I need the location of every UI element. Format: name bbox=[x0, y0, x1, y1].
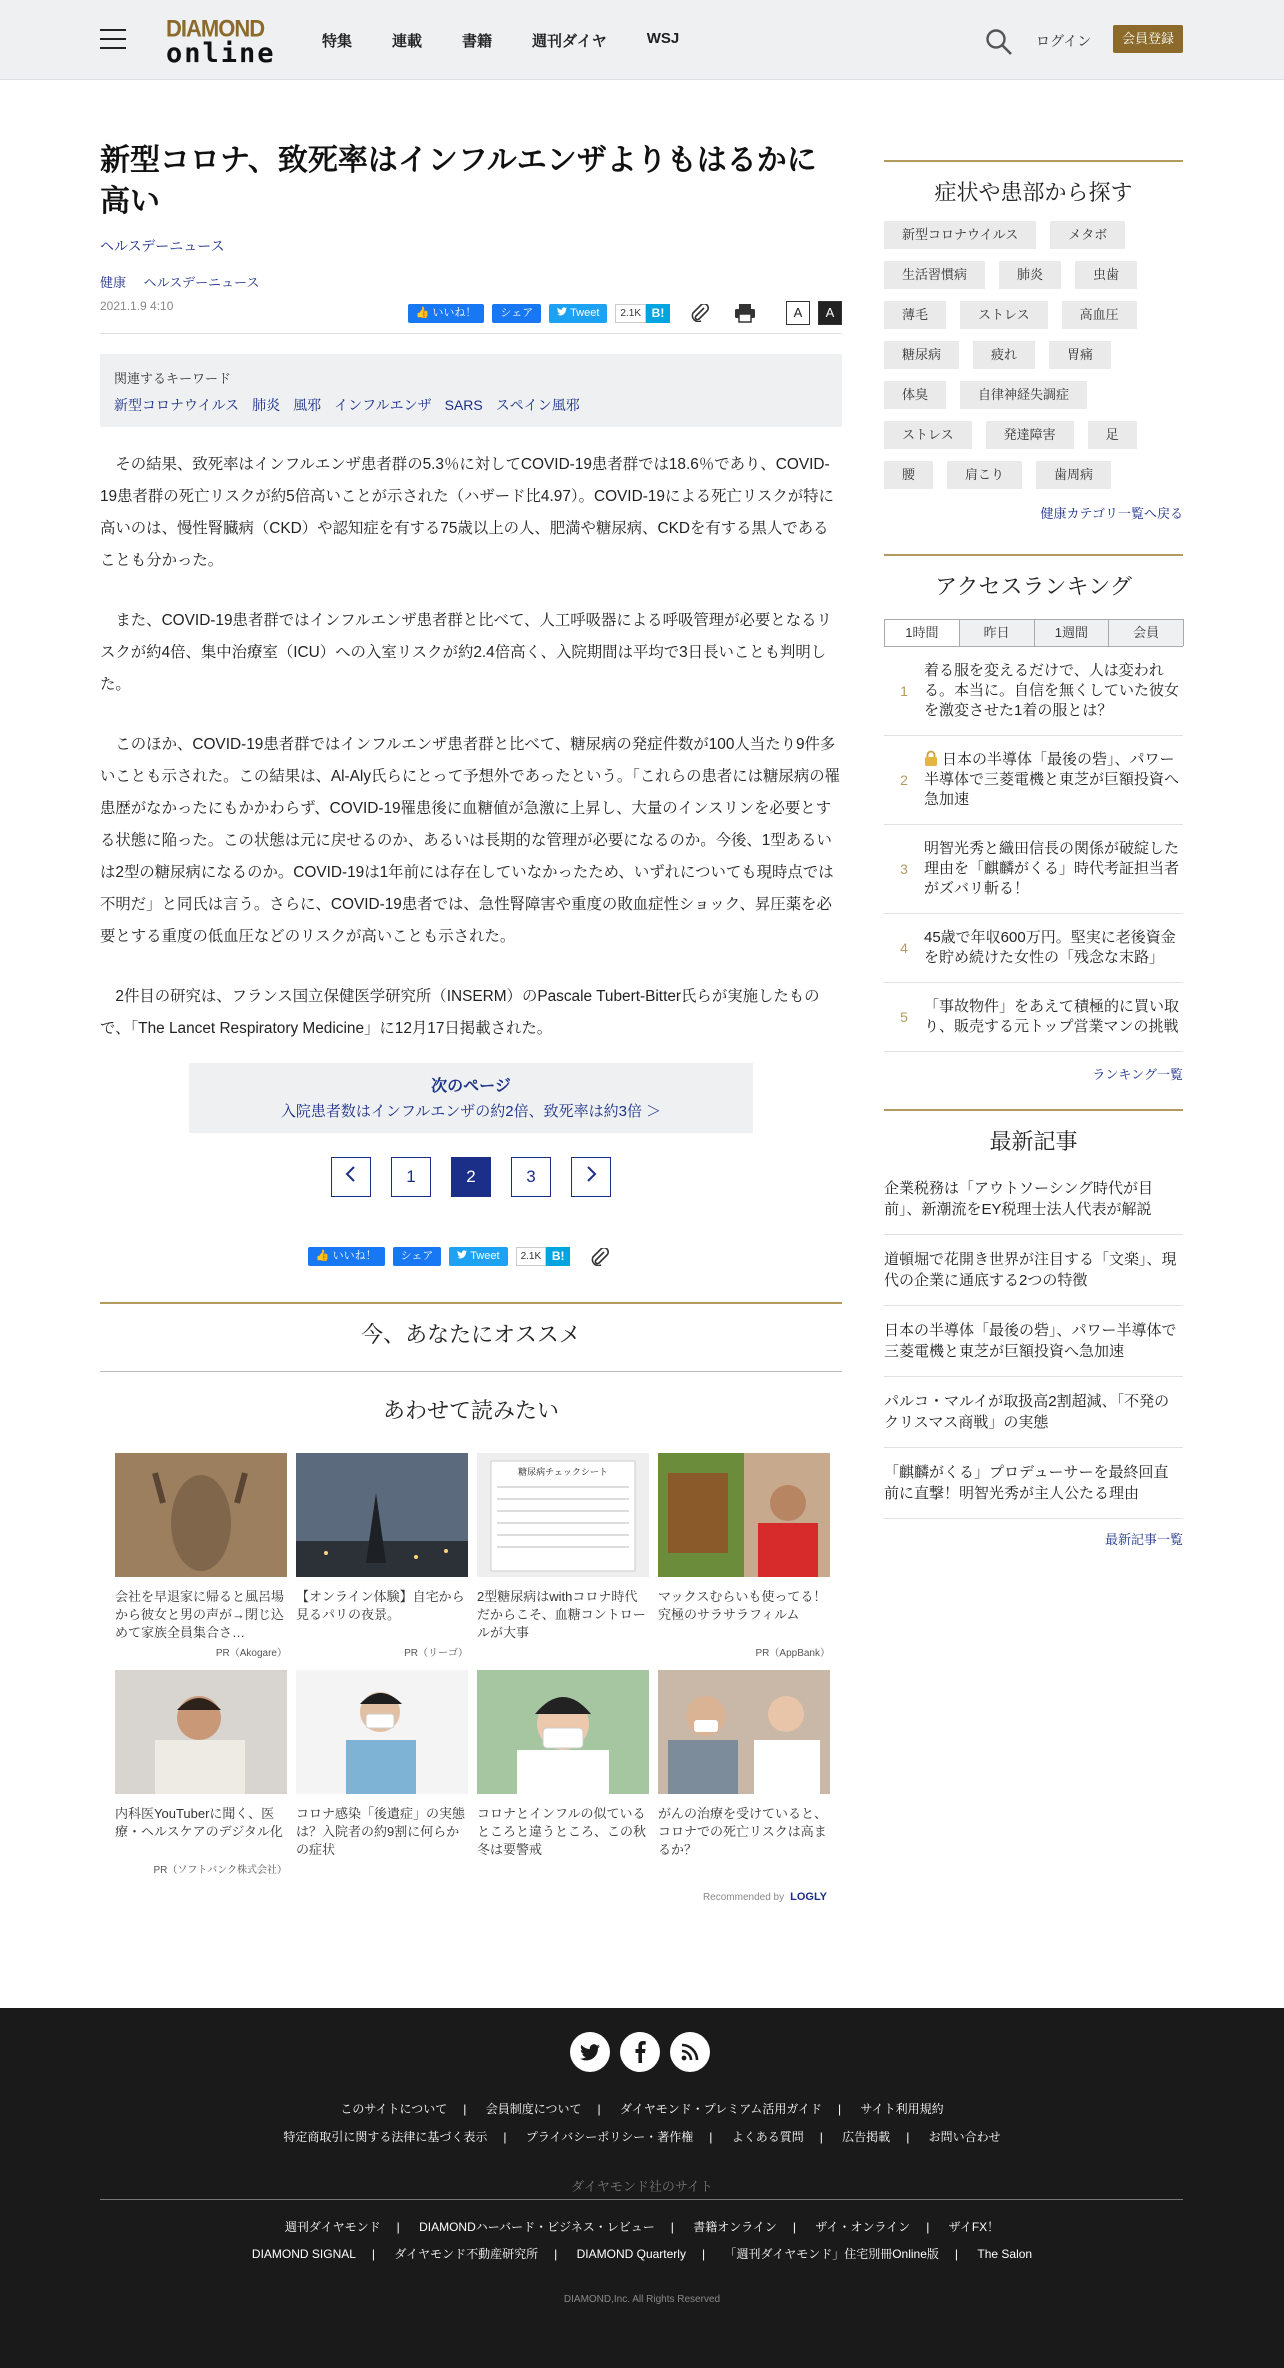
card-sponsor bbox=[477, 1861, 649, 1873]
logly-logo: LOGLY bbox=[790, 1891, 827, 1903]
article-date: 2021.1.9 4:10 bbox=[100, 299, 174, 313]
footer-links-row1: このサイトについて | 会員制度について | ダイヤモンド・プレミアム活用ガイド | サイト利用規約 bbox=[340, 2102, 944, 2116]
site-link[interactable]: 週刊ダイヤモンド bbox=[284, 2220, 381, 2234]
site-link[interactable]: DIAMONDハーバード・ビジネス・レビュー bbox=[419, 2220, 655, 2234]
ranking-item[interactable] bbox=[884, 983, 1183, 1052]
site-link[interactable]: The Salon bbox=[977, 2247, 1033, 2261]
page-3-button[interactable]: 3 bbox=[511, 1157, 551, 1197]
twitter-icon bbox=[457, 1250, 467, 1259]
symptom-tag[interactable]: 肩こり bbox=[947, 461, 1022, 489]
diamond-sites-row1: 週刊ダイヤモンド | DIAMONDハーバード・ビジネス・レビュー | 書籍オンライン | ザイ・オンライン | ザイFX！ bbox=[284, 2220, 1000, 2234]
card-caption: 会社を早退家に帰ると風呂場から彼女と男の声が→閉じ込めて家族全員集合さ… bbox=[115, 1589, 285, 1640]
latest-box bbox=[884, 1109, 1183, 1548]
symptom-tag[interactable]: 腰 bbox=[884, 461, 933, 489]
svg-text:糖尿病チェックシート: 糖尿病チェックシート bbox=[518, 1467, 608, 1477]
symptom-tag[interactable]: 新型コロナウイルス bbox=[884, 221, 1036, 249]
category-link[interactable]: 健康 bbox=[100, 275, 127, 290]
ranking-item[interactable] bbox=[884, 647, 1183, 736]
card-thumbnail bbox=[115, 1670, 287, 1794]
symptom-tag[interactable]: 歯周病 bbox=[1036, 461, 1111, 489]
card-sponsor bbox=[296, 1861, 468, 1873]
page-2-button[interactable]: 2 bbox=[451, 1157, 491, 1197]
symptom-tag[interactable]: ストレス bbox=[960, 301, 1048, 329]
ranking-number: 1 bbox=[900, 683, 908, 699]
symptom-tag[interactable]: 体臭 bbox=[884, 381, 946, 409]
ranking-item[interactable] bbox=[884, 736, 1183, 825]
recommend-card[interactable] bbox=[115, 1453, 287, 1659]
card-caption: 【オンライン体験】自宅から見るパリの夜景。 bbox=[296, 1589, 465, 1622]
card-caption: 2型糖尿病はwithコロナ時代だからこそ、血糖コントロールが大事 bbox=[477, 1589, 646, 1640]
related-keywords-heading: 関連するキーワード bbox=[114, 371, 232, 386]
ranking-title: 日本の半導体「最後の砦」、パワー半導体で三菱電機と東芝が巨額投資へ急加速 bbox=[924, 751, 1180, 808]
article-paragraph: 2件目の研究は、フランス国立保健医学研究所（INSERM）のPascale Tubert-Bitter氏らが実施したもので、「The Lancet Respiratory Medicine」に12月17日掲載された。 bbox=[100, 988, 820, 1037]
symptom-tags bbox=[884, 221, 1183, 501]
card-thumbnail bbox=[477, 1453, 649, 1577]
keyword-link[interactable]: 肺炎 bbox=[252, 397, 281, 413]
facebook-like-button[interactable]: 👍 いいね！ bbox=[408, 304, 485, 323]
card-caption: マックスむらいも使ってる！究極のサラサラフィルム bbox=[658, 1589, 827, 1622]
sidebar bbox=[884, 160, 1183, 1548]
site-header bbox=[0, 0, 1284, 80]
footer-link[interactable]: プライバシーポリシー・著作権 bbox=[525, 2130, 694, 2144]
ranking-number: 3 bbox=[900, 861, 908, 877]
facebook-icon[interactable] bbox=[620, 2032, 660, 2072]
latest-heading: 最新記事 bbox=[989, 1129, 1078, 1154]
footer-link[interactable]: サイト利用規約 bbox=[860, 2102, 944, 2116]
article-categories bbox=[100, 272, 842, 291]
ranking-box bbox=[884, 554, 1183, 1083]
category-link[interactable]: ヘルスデーニュース bbox=[143, 275, 260, 290]
site-link[interactable]: DIAMOND SIGNAL bbox=[251, 2247, 356, 2261]
footer-link[interactable]: お問い合わせ bbox=[928, 2130, 1001, 2144]
recommend-heading: 今、あなたにオススメ bbox=[100, 1302, 842, 1349]
symptom-tag[interactable]: 疲れ bbox=[973, 341, 1035, 369]
card-sponsor: PR（AppBank） bbox=[755, 1648, 830, 1659]
rss-icon[interactable] bbox=[670, 2032, 710, 2072]
ranking-number: 5 bbox=[900, 1009, 908, 1025]
card-sponsor bbox=[658, 1861, 830, 1873]
recommend-card[interactable] bbox=[296, 1453, 468, 1659]
next-page-heading: 次のページ bbox=[431, 1078, 511, 1095]
tweet-button[interactable]: Tweet bbox=[549, 304, 607, 323]
ranking-tabs bbox=[884, 619, 1183, 647]
card-sponsor: PR（ソフトバンク株式会社） bbox=[153, 1865, 287, 1876]
recommend-card[interactable] bbox=[658, 1670, 830, 1873]
ranking-title: 明智光秀と織田信長の関係が破綻した理由を「麒麟がくる」時代考証担当者がズバリ斬る！ bbox=[924, 840, 1180, 897]
keyword-link[interactable]: SARS bbox=[444, 397, 483, 413]
article-title: 新型コロナ、致死率はインフルエンザよりもはるかに高い bbox=[100, 144, 817, 218]
menu-icon[interactable] bbox=[100, 29, 126, 49]
footer-link[interactable]: よくある質問 bbox=[731, 2130, 804, 2144]
tab-members[interactable]: 会員 bbox=[1108, 619, 1184, 646]
ranking-item[interactable] bbox=[884, 914, 1183, 983]
clip-icon[interactable] bbox=[590, 1248, 610, 1266]
hatena-count: 2.1K bbox=[516, 1247, 547, 1266]
share-bar bbox=[408, 301, 842, 325]
tweet-button[interactable]: Tweet bbox=[449, 1247, 507, 1266]
site-link[interactable]: 「週刊ダイヤモンド」住宅別冊Online版 bbox=[724, 2247, 939, 2261]
recommend-card[interactable] bbox=[658, 1453, 830, 1659]
footer-links-row2: 特定商取引に関する法律に基づく表示 | プライバシーポリシー・著作権 | よくある質問 | 広告掲載 | お問い合わせ bbox=[283, 2130, 1001, 2144]
symptom-tag[interactable]: 糖尿病 bbox=[884, 341, 959, 369]
symptom-tag[interactable]: 発達障害 bbox=[986, 421, 1074, 449]
copyright: DIAMOND,Inc. All Rights Reserved bbox=[563, 2294, 721, 2305]
nav-item-wsj[interactable]: WSJ bbox=[646, 30, 680, 47]
ranking-number: 4 bbox=[900, 940, 908, 956]
register-button[interactable]: 会員登録 bbox=[1113, 25, 1183, 53]
next-page-link[interactable] bbox=[189, 1063, 753, 1133]
lock-icon bbox=[924, 750, 938, 766]
card-sponsor: PR（Akogare） bbox=[215, 1648, 287, 1659]
symptom-tag[interactable]: 薄毛 bbox=[884, 301, 946, 329]
facebook-share-button[interactable]: シェア bbox=[492, 304, 541, 323]
article-source-link[interactable]: ヘルスデーニュース bbox=[100, 238, 225, 254]
search-icon[interactable] bbox=[985, 28, 1013, 56]
ranking-title: 45歳で年収600万円。堅実に老後資金を貯め続けた女性の「残念な末路」 bbox=[924, 929, 1176, 966]
card-thumbnail bbox=[296, 1453, 468, 1577]
article-meta-row bbox=[100, 299, 842, 334]
footer-link[interactable]: 広告掲載 bbox=[842, 2130, 891, 2144]
ranking-number: 2 bbox=[900, 772, 908, 788]
card-thumbnail bbox=[115, 1453, 287, 1577]
symptom-tag[interactable]: メタボ bbox=[1050, 221, 1125, 249]
latest-item[interactable]: 道頓堀で花開き世界が注目する「文楽」、現代の企業に通底する2つの特徴 bbox=[884, 1235, 1183, 1306]
latest-item[interactable]: パルコ・マルイが取扱高2割超減、「不発のクリスマス商戦」の実態 bbox=[884, 1377, 1183, 1448]
card-sponsor bbox=[477, 1644, 649, 1656]
latest-item[interactable]: 日本の半導体「最後の砦」、パワー半導体で三菱電機と東芝が巨額投資へ急加速 bbox=[884, 1306, 1183, 1377]
symptom-tag[interactable]: 虫歯 bbox=[1075, 261, 1137, 289]
font-size-large-button[interactable]: A bbox=[818, 301, 842, 325]
footer-divider bbox=[100, 2199, 1183, 2200]
card-thumbnail bbox=[658, 1453, 830, 1577]
latest-list-link[interactable]: 最新記事一覧 bbox=[1104, 1532, 1183, 1547]
health-category-link[interactable]: 健康カテゴリ一覧へ戻る bbox=[1040, 506, 1183, 521]
article-paragraph: このほか、COVID-19患者群ではインフルエンザ患者群と比べて、糖尿病の発症件数が100人当たり9件多いことも示された。この結果は、Al-Aly氏らにとって予想外であったという。「これらの患者には糖尿病の罹患歴がなかったにもかかわらず、COVID-19罹患後に血糖値が急激に上昇し、大量のインスリンを必要とする状態に陥った。この状態は元に戻せるのか、あるいは長期的な管理が必要になるのか。今後、1型あるいは2型の糖尿病になるのか。COVID-19は1年前には存在していなかったため、いずれについても現時点では不明だ」と同氏は言う。さらに、COVID-19患者では、急性腎障害や重度の敗血症性ショック、昇圧薬を必要とする重度の低血圧などのリスクが高いことも示された。 bbox=[100, 736, 840, 945]
card-thumbnail bbox=[477, 1670, 649, 1794]
recommend-card[interactable] bbox=[296, 1670, 468, 1873]
symptom-tag[interactable]: 胃痛 bbox=[1049, 341, 1111, 369]
symptom-tag[interactable]: 自律神経失調症 bbox=[960, 381, 1087, 409]
nav-item-special[interactable]: 特集 bbox=[322, 33, 353, 50]
chevron-right-icon bbox=[585, 1166, 597, 1182]
hatena-bookmark-button[interactable]: B! bbox=[646, 304, 670, 323]
ranking-title: 着る服を変えるだけで、人は変われる。本当に。自信を無くしていた彼女を激変させた1着の服とは？ bbox=[924, 662, 1180, 719]
ranking-heading: アクセスランキング bbox=[935, 574, 1132, 599]
keyword-link[interactable]: 新型コロナウイルス bbox=[114, 397, 240, 413]
footer-link[interactable]: ダイヤモンド・プレミアム活用ガイド bbox=[619, 2102, 823, 2116]
symptom-tag[interactable]: ストレス bbox=[884, 421, 972, 449]
social-links bbox=[570, 2032, 720, 2072]
footer-link[interactable]: 特定商取引に関する法律に基づく表示 bbox=[283, 2130, 488, 2144]
card-caption: がんの治療を受けていると、コロナでの死亡リスクは高まるか？ bbox=[658, 1806, 828, 1857]
ranking-title: 「事故物件」をあえて積極的に買い取り、販売する元トップ営業マンの挑戦 bbox=[924, 998, 1180, 1035]
site-link[interactable]: 書籍オンライン bbox=[693, 2220, 777, 2234]
article-paragraph: また、COVID-19患者群ではインフルエンザ患者群と比べて、人工呼吸器による呼吸管理が必要となるリスクが約4倍、集中治療室（ICU）への入室リスクが約2.4倍高く、入院期間は平均で3日長いことも判明した。 bbox=[100, 612, 832, 693]
hatena-bookmark-button[interactable]: B! bbox=[546, 1247, 570, 1266]
recommend-card[interactable] bbox=[477, 1453, 649, 1656]
site-logo[interactable]: DIAMOND online bbox=[166, 14, 276, 69]
latest-item[interactable]: 企業税務は「アウトソーシング時代が目前」、新潮流をEY税理士法人代表が解説 bbox=[884, 1164, 1183, 1235]
card-caption: コロナとインフルの似ているところと違うところ、この秋冬は要警戒 bbox=[477, 1806, 647, 1857]
symptom-tag[interactable]: 足 bbox=[1088, 421, 1137, 449]
related-reads-heading: あわせて読みたい bbox=[100, 1371, 842, 1425]
tab-1-week[interactable]: 1週間 bbox=[1034, 619, 1110, 646]
recommend-grid bbox=[115, 1453, 842, 1876]
card-caption: 内科医YouTuberに聞く、医療・ヘルスケアのデジタル化 bbox=[115, 1806, 283, 1839]
recommended-by[interactable]: Recommended by LOGLY bbox=[702, 1891, 827, 1903]
facebook-share-button[interactable]: シェア bbox=[393, 1247, 442, 1266]
card-caption: コロナ感染「後遺症」の実態は？入院者の約9割に何らかの症状 bbox=[296, 1806, 466, 1857]
article-main bbox=[100, 80, 842, 1903]
site-link[interactable]: ザイ・オンライン bbox=[815, 2220, 911, 2234]
twitter-icon bbox=[557, 307, 567, 316]
recommend-card[interactable] bbox=[477, 1670, 649, 1873]
recommend-card[interactable] bbox=[115, 1670, 287, 1876]
prev-page-button[interactable] bbox=[331, 1157, 371, 1197]
diamond-sites-heading: ダイヤモンド社のサイト bbox=[571, 2179, 713, 2194]
nav-item-weekly[interactable]: 週刊ダイヤ bbox=[532, 33, 607, 50]
symptom-heading: 症状や患部から探す bbox=[934, 180, 1133, 205]
font-size-small-button[interactable]: A bbox=[786, 301, 810, 325]
clip-icon[interactable] bbox=[690, 304, 710, 322]
footer-link[interactable]: 会員制度について bbox=[485, 2102, 582, 2116]
footer-link[interactable]: このサイトについて bbox=[340, 2102, 448, 2116]
symptom-search-box bbox=[884, 160, 1183, 522]
symptom-tag[interactable]: 肺炎 bbox=[999, 261, 1061, 289]
pagination bbox=[100, 1157, 842, 1197]
symptom-tag[interactable]: 高血圧 bbox=[1062, 301, 1137, 329]
symptom-tag[interactable]: 生活習慣病 bbox=[884, 261, 985, 289]
hatena-count: 2.1K bbox=[615, 304, 646, 323]
latest-item[interactable]: 「麒麟がくる」プロデューサーを最終回直前に直撃！明智光秀が主人公たる理由 bbox=[884, 1448, 1183, 1519]
article-body bbox=[100, 449, 842, 1045]
card-thumbnail bbox=[658, 1670, 830, 1794]
site-link[interactable]: ダイヤモンド不動産研究所 bbox=[394, 2247, 539, 2261]
nav-item-series[interactable]: 連載 bbox=[392, 33, 423, 50]
global-nav bbox=[322, 30, 719, 51]
print-icon[interactable] bbox=[734, 303, 756, 323]
card-sponsor: PR（リーゴ） bbox=[404, 1648, 468, 1659]
article-paragraph: その結果、致死率はインフルエンザ患者群の5.3％に対してCOVID-19患者群では18.6％であり、COVID-19患者群の死亡リスクが約5倍高いことが示された（ハザード比4.97）。COVID-19による死亡リスクが特に高いのは、慢性腎臓病（CKD）や認知症を有する75歳以上の人、肥満や糖尿病、CKDを有する黒人であることも分かった。 bbox=[100, 456, 834, 569]
twitter-icon[interactable] bbox=[570, 2032, 610, 2072]
page-1-button[interactable]: 1 bbox=[391, 1157, 431, 1197]
related-keywords-list bbox=[114, 395, 828, 415]
tab-1-hour[interactable]: 1時間 bbox=[884, 619, 960, 646]
keyword-link[interactable]: スペイン風邪 bbox=[495, 397, 580, 413]
site-link[interactable]: DIAMOND Quarterly bbox=[576, 2247, 686, 2261]
ranking-item[interactable] bbox=[884, 825, 1183, 914]
site-link[interactable]: ザイFX！ bbox=[948, 2220, 1000, 2234]
ranking-list-link[interactable]: ランキング一覧 bbox=[1092, 1067, 1183, 1082]
related-keywords-box bbox=[100, 354, 842, 427]
nav-item-books[interactable]: 書籍 bbox=[462, 33, 493, 50]
next-page-title: 入院患者数はインフルエンザの約2倍、致死率は約3倍 ＞ bbox=[280, 1103, 662, 1120]
keyword-link[interactable]: 風邪 bbox=[293, 397, 322, 413]
tab-yesterday[interactable]: 昨日 bbox=[959, 619, 1035, 646]
card-thumbnail bbox=[296, 1670, 468, 1794]
share-bar-bottom bbox=[100, 1247, 842, 1266]
diamond-sites-row2: DIAMOND SIGNAL | ダイヤモンド不動産研究所 | DIAMOND Quarterly | 「週刊ダイヤモンド」住宅別冊Online版 | The Salon bbox=[251, 2247, 1033, 2261]
login-link[interactable]: ログイン bbox=[1036, 33, 1092, 49]
keyword-link[interactable]: インフルエンザ bbox=[334, 397, 432, 413]
next-page-button[interactable] bbox=[571, 1157, 611, 1197]
facebook-like-button[interactable]: 👍 いいね！ bbox=[308, 1247, 385, 1266]
site-footer bbox=[0, 2008, 1284, 2368]
chevron-left-icon bbox=[345, 1166, 357, 1182]
